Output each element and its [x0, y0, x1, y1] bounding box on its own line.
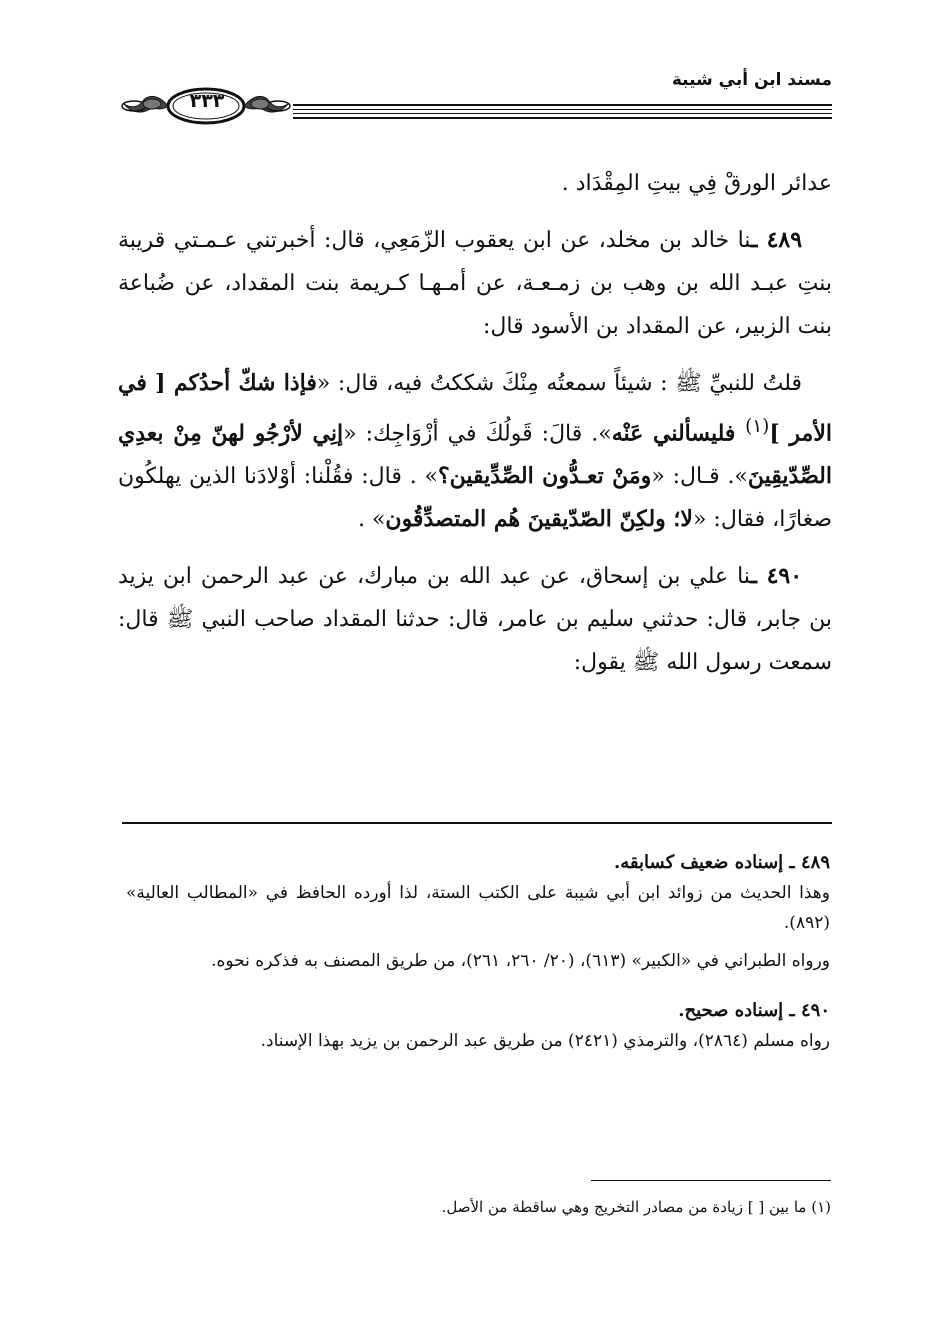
header-rule — [293, 113, 832, 114]
prophet-quote: فليسألني عَنْه — [611, 420, 746, 447]
matn-text: ». قـال: « — [651, 464, 748, 490]
header-rule — [293, 117, 832, 119]
takhrij-notes — [126, 848, 830, 1064]
header-rule — [293, 109, 832, 110]
footnote: (١) ما بين [ ] زيادة من مصادر التخريج وهي ساقطة من الأصل. — [441, 1198, 831, 1216]
page-number-ornament — [118, 82, 293, 130]
note-text: وهذا الحديث من زوائد ابن أبي شيبة على الكتب الستة، لذا أورده الحافظ في «المطالب العالية» (٨٩٢). — [126, 883, 830, 933]
book-title: مسند ابن أبي شيبة — [671, 70, 832, 90]
matn-text: » . — [357, 507, 386, 533]
page-header — [118, 60, 832, 140]
matn-text: قال: فقُلْنا: أوْلادَنا الذين يهلكُون صغارًا، فقال: « — [118, 464, 832, 533]
prophet-quote: ومَنْ تعـدُّون الصِّدِّيقين؟ — [437, 463, 652, 490]
note-heading: ٤٩٠ ـ إسناده صحيح. — [678, 1000, 830, 1021]
page-number: ٣٣٣ — [189, 90, 225, 112]
note-heading: ٤٨٩ ـ إسناده ضعيف كسابقه. — [614, 852, 830, 873]
prophet-quote: فإذا شكّ أحدُكم [ في الأمر ] — [118, 370, 832, 447]
footnote-separator — [122, 822, 832, 824]
header-rule — [293, 104, 832, 106]
hadith-isnad: نا خالد بن مخلد، عن ابن يعقوب الزّمَعِي، قال: أخبرتني عـمـتي قريبة بنتِ عبـد الله بن وهب بن زمـعـة، عن أمـهـا كـريمة بنت المقداد، عن ضُباعة بنت الزبير، عن المقداد بن الأسود قال: — [118, 228, 833, 339]
hadith-490 — [118, 555, 832, 684]
hadith-489 — [118, 219, 832, 348]
hadith-number: ٤٩٠ ـ — [750, 563, 803, 590]
hadith-number: ٤٨٩ ـ — [750, 227, 803, 253]
main-text — [118, 162, 832, 698]
matn-text: » . — [409, 464, 438, 490]
note-text: رواه مسلم (٢٨٦٤)، والترمذي (٢٤٢١) من طريق عبد الرحمن بن يزيد بهذا الإسناد. — [260, 1031, 830, 1051]
note-text: ورواه الطبراني في «الكبير» (٦١٣)، (٢٠/ ٢٦٠، ٢٦١)، من طريق المصنف به فذكره نحوه. — [211, 951, 830, 971]
footnote-marker: (١) — [745, 416, 770, 437]
prophet-quote: إنِي لأرْجُو لهنّ مِنْ بعدِي الصِّدّيقِينَ — [118, 420, 832, 490]
footnote-rule — [591, 1180, 831, 1181]
matn-text: قلتُ للنبيِّ ﷺ : شيئاً سمعتُه مِنْكَ شككتُ فيه، قال: « — [316, 371, 802, 396]
hadith-isnad: نا علي بن إسحاق، عن عبد الله بن مبارك، عن عبد الرحمن ابن يزيد بن جابر، قال: حدثني سليم بن عامر، قال: حدثنا المقداد صاحب النبي ﷺ قال: سمعت رسول الله ﷺ يقول: — [118, 564, 832, 676]
matn-text: ». قالَ: قَولُكَ في أزْوَاجِك: « — [343, 421, 612, 447]
prophet-quote: لا؛ ولكِنّ الصّدّيقينَ هُم المتصدِّقُون — [385, 506, 693, 533]
hadith-489-matn — [118, 362, 832, 541]
paragraph-continuation: عدائر الورقْ فِي بيتِ المِقْدَاد . — [561, 171, 832, 196]
